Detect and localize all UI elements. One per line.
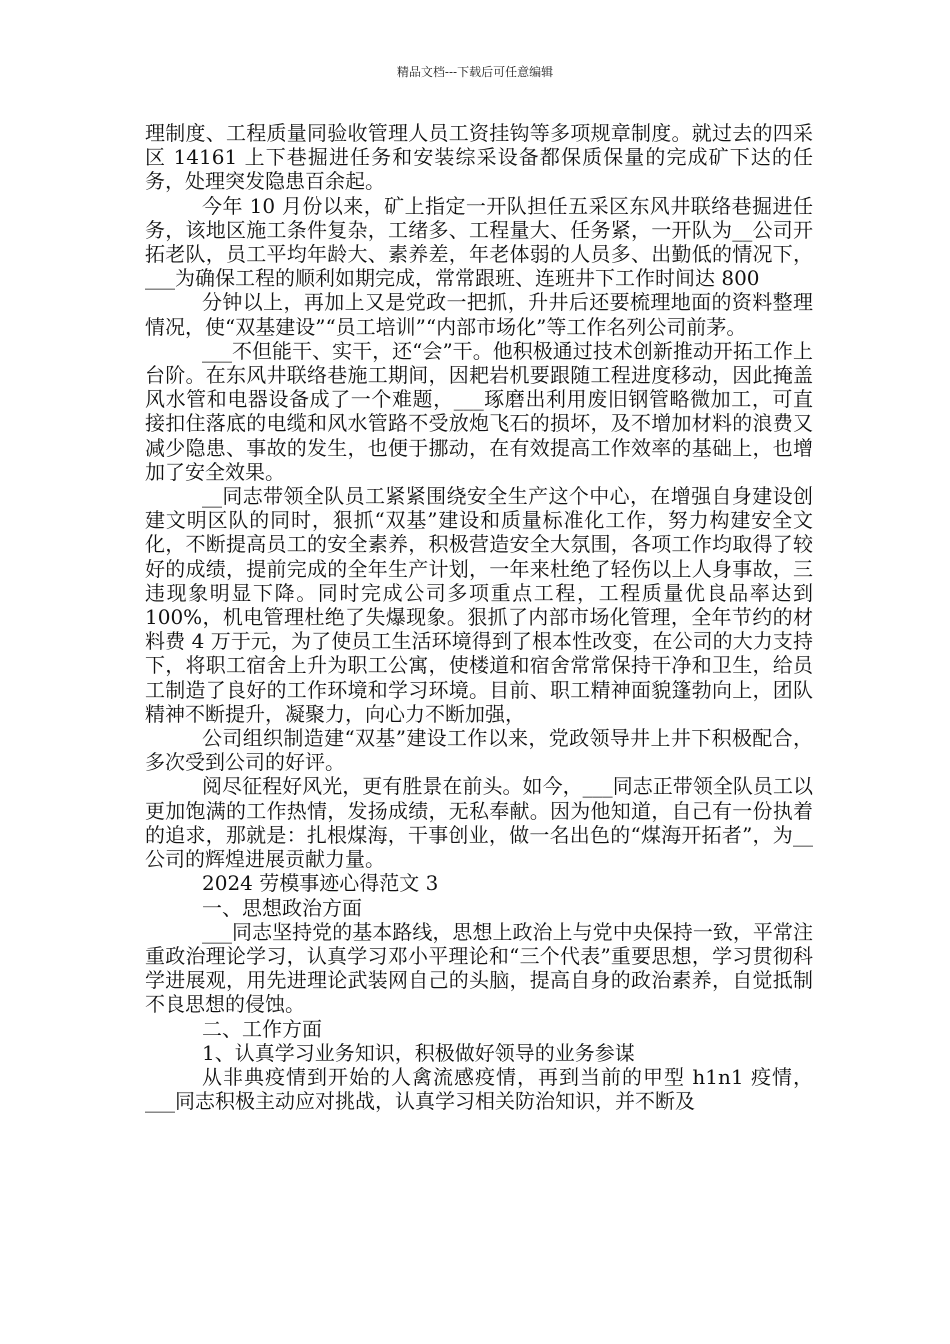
paragraph-2: 今年 10 月份以来，矿上指定一开队担任五采区东风井联络巷掘进任务，该地区施工条件复杂，工绪多、工程量大、任务紧，一开队为__公司开拓老队，员工平均年龄大、素养差，年老体弱的人员多、出勤低的情况下，___为确保工程的顺利如期完成，常常跟班、连班井下工作时间达 800	[145, 193, 813, 291]
paragraph-1: 理制度、工程质量同验收管理人员工资挂钩等多项规章制度。就过去的四采区 14161 上下巷掘进任务和安装综采设备都保质保量的完成矿下达的任务，处理突发隐患百余起。	[145, 121, 813, 194]
paragraph-5: __同志带领全队员工紧紧围绕安全生产这个中心，在增强自身建设创建文明区队的同时，狠抓“双基”建设和质量标准化工作，努力构建安全文化，不断提高员工的安全素养，积极营造安全大氛围，各项工作均取得了较好的成绩，提前完成的全年生产计划，一年来杜绝了轻伤以上人身事故，三违现象明显下降。同时完成公司多项重点工程，工程质量优良品率达到 100%，机电管理杜绝了失爆现象。狠抓了内部市场化管理，全年节约的材料费 4 万于元，为了使员工生活环境得到了根本性改变，在公司的大力支持下，将职工宿舍上升为职工公寓，使楼道和宿舍常常保持干净和卫生，给员工制造了良好的工作环境和学习环境。目前、职工精神面貌篷勃向上，团队精神不断提升，凝聚力，向心力不断加强，	[145, 484, 813, 726]
document-body	[145, 121, 813, 1113]
section-title: 2024 劳模事迹心得范文 3	[202, 871, 439, 896]
page-header: 精品文档---下载后可任意编辑	[396, 65, 554, 79]
paragraph-political: ___同志坚持党的基本路线，思想上政治上与党中央保持一致，平常注重政治理论学习，认真学习邓小平理论和“三个代表”重要思想，学习贯彻科学进展观，用先进理论武装网自己的头脑，提高自身的政治素养，自觉抵制不良思想的侵蚀。	[145, 919, 813, 1017]
paragraph-4: ___不但能干、实干，还“会”干。他积极通过技术创新推动开拓工作上台阶。在东风井联络巷施工期间，因耙岩机要跟随工程进度移动，因此掩盖风水管和电器设备成了一个难题，___琢磨出利用废旧钢管略微加工，可直接扣住落底的电缆和风水管路不受放炮飞石的损坏，及不增加材料的浪费又减少隐患、事故的发生，也便于挪动，在有效提高工作效率的基础上，也增加了安全效果。	[145, 338, 813, 484]
subheading-study: 1、认真学习业务知识，积极做好领导的业务参谋	[202, 1040, 635, 1065]
paragraph-epidemic: 从非典疫情到开始的人禽流感疫情，再到当前的甲型 h1n1 疫情，___同志积极主动应对挑战，认真学习相关防治知识，并不断及	[145, 1064, 813, 1114]
heading-work: 二、工作方面	[202, 1016, 322, 1041]
paragraph-3: 分钟以上，再加上又是党政一把抓，升井后还要梳理地面的资料整理情况，使“双基建设”“员工培训”“内部市场化”等工作名列公司前茅。	[145, 290, 813, 339]
paragraph-6: 公司组织制造建“双基”建设工作以来，党政领导井上井下积极配合，多次受到公司的好评。	[145, 726, 813, 775]
paragraph-7: 阅尽征程好风光，更有胜景在前头。如今，___同志正带领全队员工以更加饱满的工作热情，发扬成绩，无私奉献。因为他知道，自己有一份执着的追求，那就是：扎根煤海，干事创业，做一名出色的“煤海开拓者”，为__公司的辉煌进展贡献力量。	[145, 774, 813, 872]
heading-political: 一、思想政治方面	[202, 895, 362, 920]
